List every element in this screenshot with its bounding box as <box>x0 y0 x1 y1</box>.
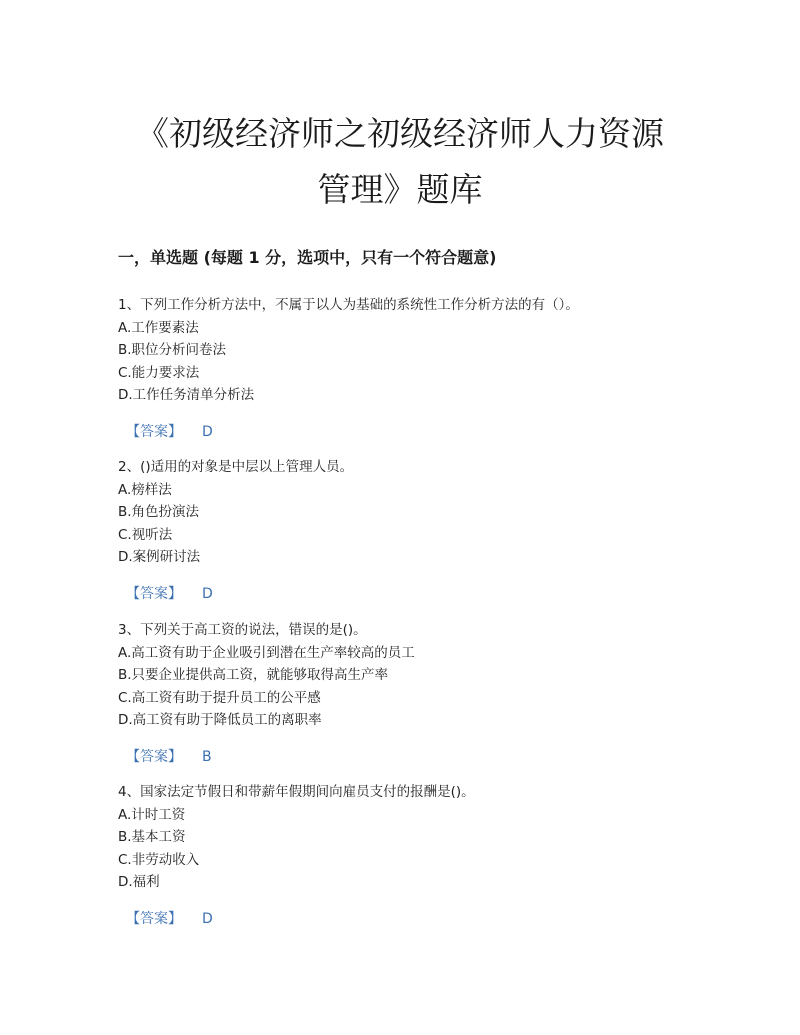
question-stem: 4、国家法定节假日和带薪年假期间向雇员支付的报酬是()。 <box>118 784 475 800</box>
option-c: C.非劳动收入 <box>118 851 200 868</box>
option-d: D.福利 <box>118 874 160 890</box>
option-a: A.高工资有助于企业吸引到潜在生产率较高的员工 <box>118 644 415 661</box>
question-1 <box>118 294 738 443</box>
answer-label: 【答案】 <box>126 585 182 602</box>
option-b: B.职位分析问卷法 <box>118 342 227 358</box>
answer-value: B <box>202 748 212 765</box>
answer-label: 【答案】 <box>126 423 182 440</box>
option-d: D.工作任务清单分析法 <box>118 387 255 403</box>
option-a: A.计时工资 <box>118 806 186 823</box>
option-c: C.能力要求法 <box>118 364 200 381</box>
option-b: B.只要企业提供高工资，就能够取得高生产率 <box>118 667 389 683</box>
document-title <box>60 106 740 218</box>
answer-row <box>118 583 738 605</box>
section-heading: 一，单选题 (每题 1 分，选项中，只有一个符合题意) <box>118 248 497 267</box>
answer-row <box>118 421 738 443</box>
answer-label: 【答案】 <box>126 910 182 927</box>
document-title-line-1: 《初级经济师之初级经济师人力资源 <box>136 114 664 153</box>
answer-value: D <box>202 585 213 602</box>
question-stem: 3、下列关于高工资的说法，错误的是()。 <box>118 622 367 638</box>
document-title-line-2: 管理》题库 <box>317 170 483 209</box>
option-b: B.基本工资 <box>118 829 186 845</box>
question-3 <box>118 619 738 768</box>
answer-value: D <box>202 423 213 440</box>
question-2 <box>118 456 738 605</box>
question-stem: 2、()适用的对象是中层以上管理人员。 <box>118 459 354 475</box>
option-c: C.高工资有助于提升员工的公平感 <box>118 689 321 706</box>
answer-value: D <box>202 910 213 927</box>
option-d: D.高工资有助于降低员工的离职率 <box>118 712 322 728</box>
question-4 <box>118 781 738 930</box>
option-d: D.案例研讨法 <box>118 549 201 565</box>
option-b: B.角色扮演法 <box>118 504 200 520</box>
option-c: C.视听法 <box>118 526 173 543</box>
question-stem: 1、下列工作分析方法中，不属于以人为基础的系统性工作分析方法的有（）。 <box>118 297 579 313</box>
answer-row <box>118 908 738 930</box>
option-a: A.榜样法 <box>118 481 172 498</box>
answer-row <box>118 746 738 768</box>
option-a: A.工作要素法 <box>118 319 199 336</box>
answer-label: 【答案】 <box>126 748 182 765</box>
